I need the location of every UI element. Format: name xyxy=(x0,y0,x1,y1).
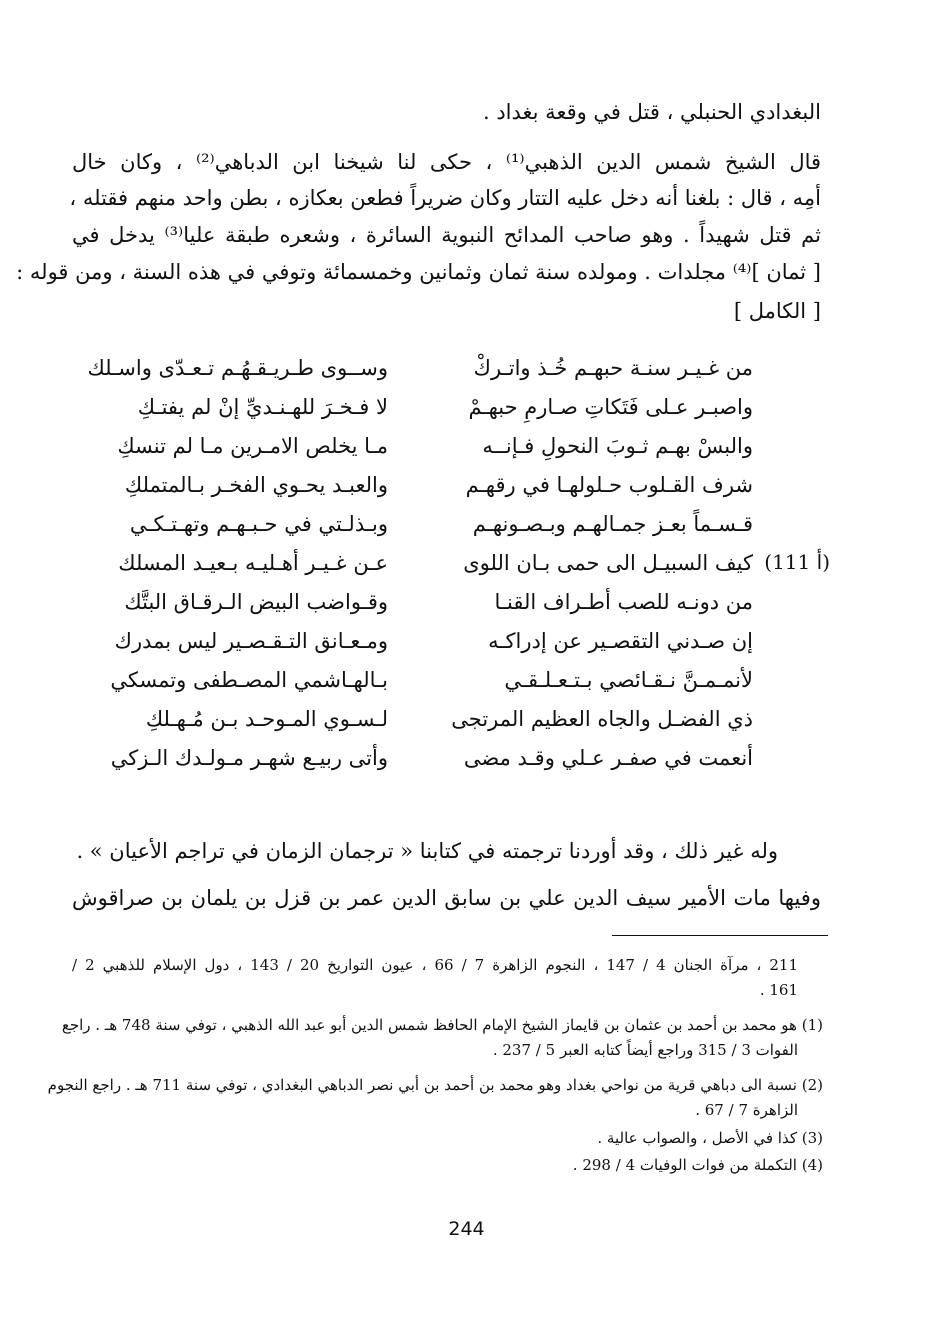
folio-marker: (111 أ) xyxy=(764,550,830,574)
verse-left: لـسـوي المـوحـد بـن مُـهـلكِ xyxy=(145,707,388,731)
verse-left: وســوى طـريـقـهُـم تـعـدّى واسـلك xyxy=(87,356,388,380)
verse-right: شرف القـلوب حـلولهـا في رقهـم xyxy=(465,473,753,497)
footnote-sources-line-2: 161 . xyxy=(759,981,798,999)
verse-right: من دونـه للصب أطـراف القنـا xyxy=(494,590,753,614)
verse-left: مـا يخلص الامـرين مـا لم تنسكِ xyxy=(117,434,388,458)
meter-label: [ الكامل ] xyxy=(733,299,821,323)
verse-left: والعبـد يحـوي الفخـر بـالمتملكِ xyxy=(124,473,388,497)
footnote-4: (4) التكملة من فوات الوفيات 4 / 298 . xyxy=(572,1156,823,1174)
verse-left: لا فـخـرَ للهـنـديِّ إنْ لم يفتـكِ xyxy=(137,395,388,419)
footnote-1-line-1: (1) هو محمد بن أحمد بن عثمان بن قايماز الشيخ الإمام الحافظ شمس الدين أبو عبد الله الذهبي ، توفي سنة 748 هـ . راجع xyxy=(61,1016,823,1034)
verse-left: بـالهـاشمي المصـطفى وتمسكي xyxy=(110,668,388,692)
page-number: 244 xyxy=(448,1218,485,1240)
verse-left: وأتى ربيـع شهـر مـولـدك الـزكي xyxy=(110,746,388,770)
verse-right: قـسـماً بعـز جمـالهـم وبـصـونهـم xyxy=(472,512,753,536)
footnote-2-line-2: الزاهرة 7 / 67 . xyxy=(695,1101,798,1119)
verse-left: وبـذلـتي في حـبـهـم وتهـتـكـي xyxy=(129,512,388,536)
footnote-separator xyxy=(612,935,828,936)
closing-line-2: وفيها مات الأمير سيف الدين علي بن سابق الدين عمر بن قزل بن يلمان بن صراقوش xyxy=(72,886,821,910)
footnote-sources-line-1: 211 ، مرآة الجنان 4 / 147 ، النجوم الزاهرة 7 / 66 ، عيون التواريخ 20 / 143 ، دول الإسلام للذهبي 2 / xyxy=(72,956,799,974)
verse-right: ذي الفضـل والجاه العظيم المرتجى xyxy=(451,707,753,731)
verse-right: كيف السبيـل الى حمى بـان اللوى xyxy=(463,551,753,575)
verse-right: إن صـدني التقصـير عن إدراكـه xyxy=(488,629,753,653)
paragraph-line-3: ثم قتل شهيداً . وهو صاحب المدائح النبوية السائرة ، وشعره طبقة عليا⁽³⁾ يدخل في xyxy=(72,223,821,247)
paragraph-line-1: قال الشيخ شمس الدين الذهبي⁽¹⁾ ، حكى لنا شيخنا ابن الدباهي⁽²⁾ ، وكان خال xyxy=(72,150,822,174)
verse-left: وقـواضب البيض الـرقـاق البتَّك xyxy=(124,590,388,614)
verse-right: من غـيـر سنـة حبهـم خُـذ واتـركْ xyxy=(473,356,753,380)
paragraph-line-2: أمِه ، قال : بلغنا أنه دخل عليه التتار وكان ضريراً فطعن بعكازه ، بطن واحد منهم فقتله ، xyxy=(69,186,821,210)
footnote-3: (3) كذا في الأصل ، والصواب عالية . xyxy=(597,1129,823,1147)
footnote-1-line-2: الفوات 3 / 315 وراجع أيضاً كتابه العبر 5 / 237 . xyxy=(492,1041,798,1059)
verse-right: واصبـر عـلى فَتَكاتِ صـارمِ حبهـمْ xyxy=(468,395,753,419)
verse-left: ومـعـانق التـقـصـير ليس بمدرك xyxy=(114,629,388,653)
verse-right: والبسْ بهـم ثـوبَ النحولِ فـإنــه xyxy=(482,434,753,458)
verse-right: أنعمت في صفـر عـلي وقـد مضى xyxy=(463,746,753,770)
closing-line-1: وله غير ذلك ، وقد أوردنا ترجمته في كتابنا « ترجمان الزمان في تراجم الأعيان » . xyxy=(76,839,778,863)
paragraph-line-4: [ ثمان ]⁽⁴⁾ مجلدات . ومولده سنة ثمان وثمانين وخمسمائة وتوفي في هذه السنة ، ومن قوله : xyxy=(16,260,821,284)
verse-right: لأنمـمـنَّ نـقـائصي بـتـعـلـقـي xyxy=(504,668,753,692)
intro-line: البغدادي الحنبلي ، قتل في وقعة بغداد . xyxy=(482,100,821,124)
verse-left: عـن غـيـر أهـليـه بـعيـد المسلك xyxy=(118,551,388,575)
footnote-2-line-1: (2) نسبة الى دباهي قرية من نواحي بغداد وهو محمد بن أحمد بن أبي نصر الدباهي البغدادي ، توفي سنة 711 هـ . راجع النجوم xyxy=(47,1076,823,1094)
